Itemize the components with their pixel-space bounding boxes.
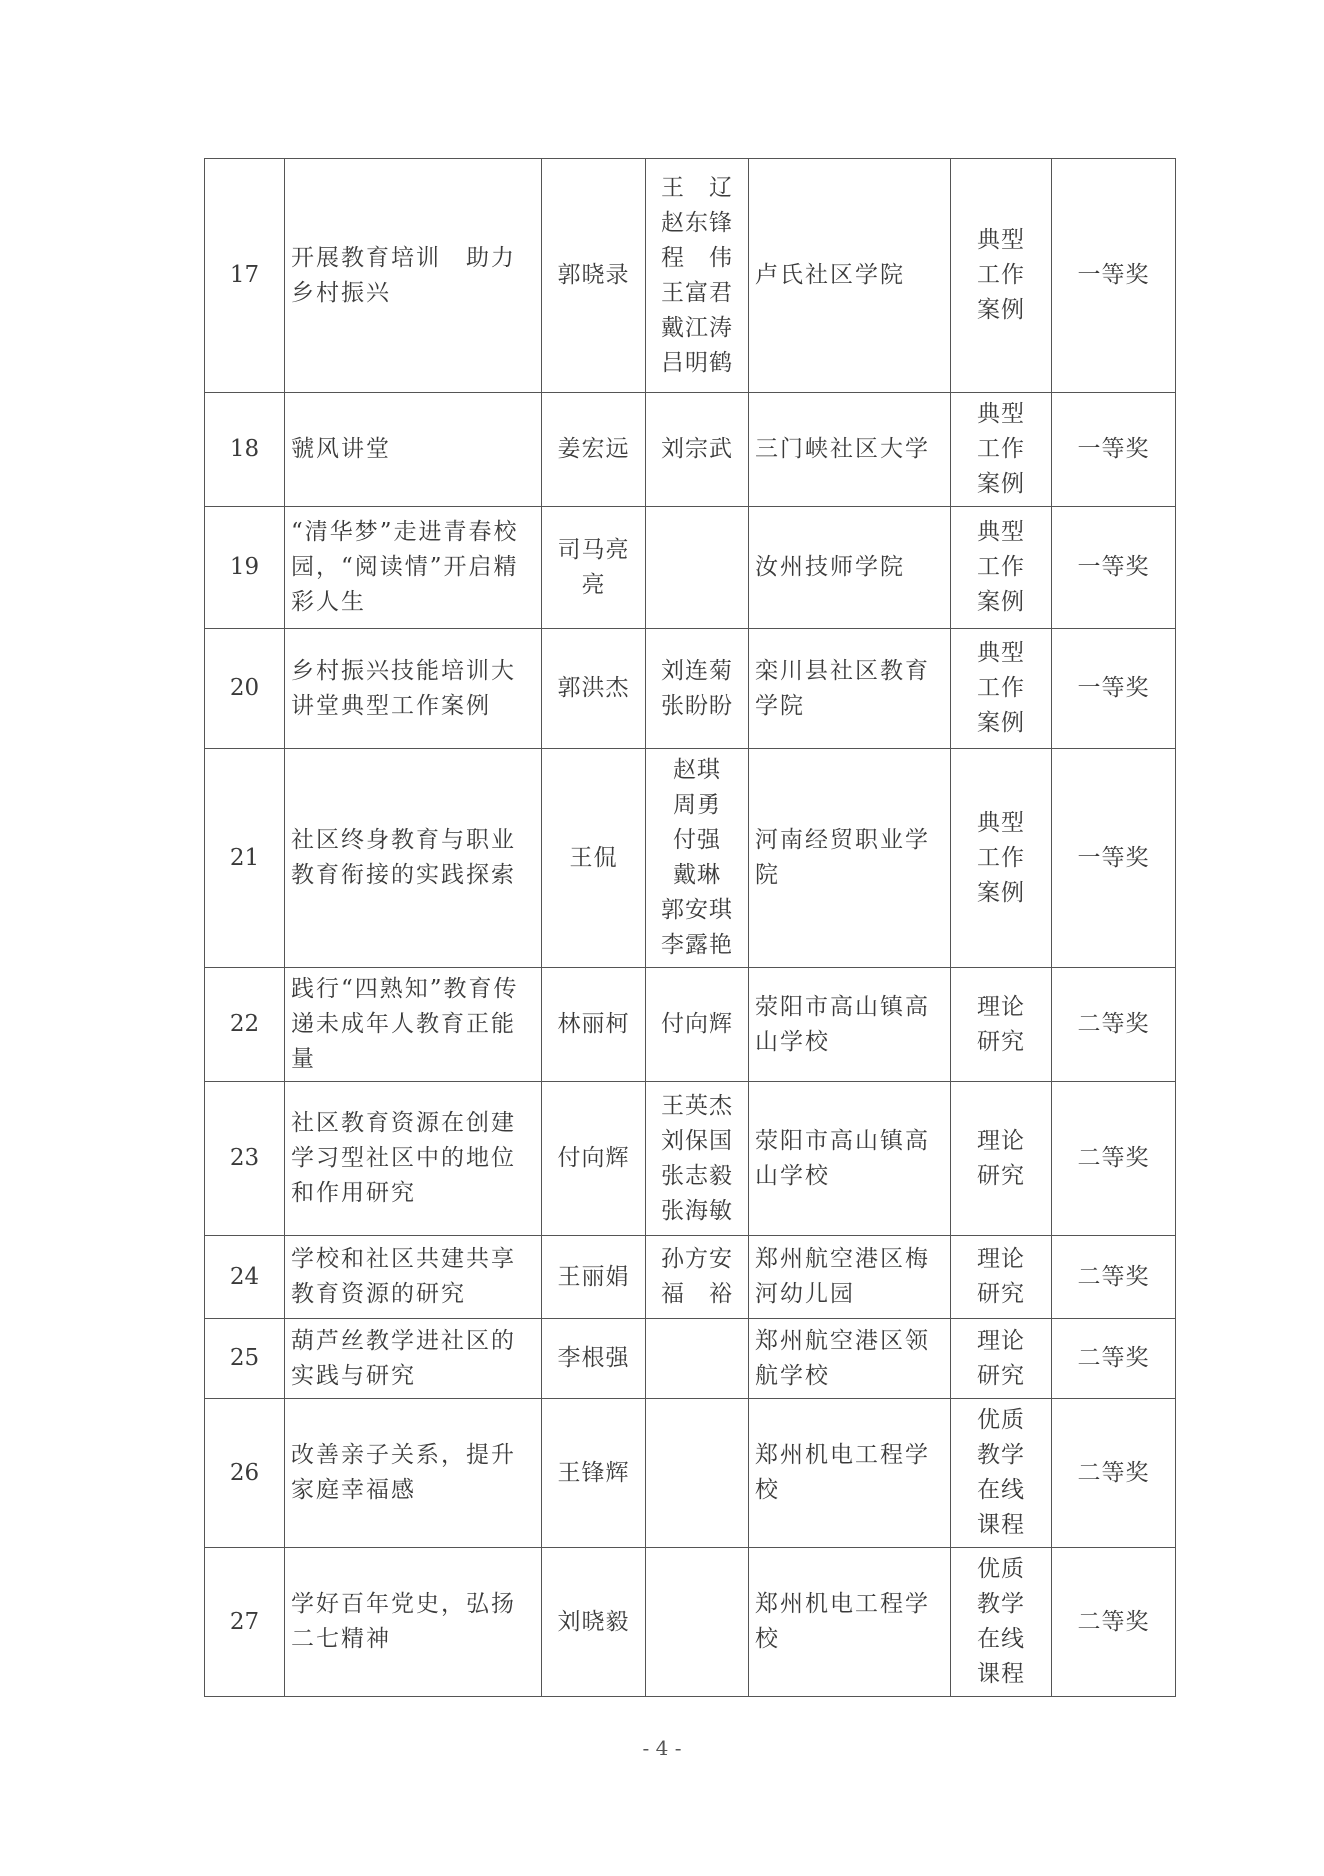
co-authors-cell [646, 393, 749, 507]
co-author: 李露艳 [661, 932, 733, 958]
project-title: 学好百年党史，弘扬二七精神 [285, 1548, 542, 1697]
award-level: 一等奖 [1052, 629, 1176, 749]
co-authors-cell [646, 1236, 749, 1319]
lead-author: 林丽柯 [542, 968, 646, 1082]
co-author: 赵琪 [673, 757, 721, 783]
co-author: 刘宗武 [661, 436, 733, 462]
category-label: 理论研究 [976, 1327, 1025, 1389]
project-title: 开展教育培训 助力乡村振兴 [285, 159, 542, 393]
co-author: 刘连菊 [661, 657, 733, 684]
co-authors-cell [646, 1082, 749, 1236]
lead-author: 姜宏远 [542, 393, 646, 507]
category-label: 典型工作案例 [976, 227, 1025, 323]
category-label: 典型工作案例 [976, 809, 1025, 906]
co-authors-cell [646, 1319, 749, 1399]
unit-name: 郑州航空港区梅河幼儿园 [749, 1236, 951, 1319]
co-author: 吕明鹤 [661, 349, 733, 376]
project-title: 学校和社区共建共享教育资源的研究 [285, 1236, 542, 1319]
project-title: 虢风讲堂 [285, 393, 542, 507]
project-title: “清华梦”走进青春校园，“阅读情”开启精彩人生 [285, 507, 542, 629]
unit-name: 卢氏社区学院 [749, 159, 951, 393]
project-title: 践行“四熟知”教育传递未成年人教育正能量 [285, 968, 542, 1082]
project-title: 社区教育资源在创建学习型社区中的地位和作用研究 [285, 1082, 542, 1236]
co-author: 王富君 [661, 279, 733, 306]
category-label: 典型工作案例 [976, 401, 1025, 497]
co-authors-cell [646, 749, 749, 968]
page-number: - 4 - [642, 1736, 682, 1760]
category-cell [951, 629, 1052, 749]
table-row [205, 159, 1176, 393]
row-number: 22 [205, 968, 285, 1082]
table-row [205, 507, 1176, 629]
category-cell [951, 1319, 1052, 1399]
co-author: 张盼盼 [661, 692, 733, 719]
co-author: 王 辽 [661, 174, 733, 201]
category-cell [951, 968, 1052, 1082]
table-row [205, 1236, 1176, 1319]
co-author: 郭安琪 [661, 897, 733, 923]
lead-author: 付向辉 [542, 1082, 646, 1236]
category-label: 优质教学在线课程 [976, 1556, 1025, 1687]
unit-name: 荥阳市高山镇高山学校 [749, 1082, 951, 1236]
co-author: 付强 [673, 827, 721, 853]
category-label: 优质教学在线课程 [976, 1407, 1025, 1538]
table-row [205, 1082, 1176, 1236]
co-author: 刘保国 [661, 1127, 733, 1154]
row-number: 24 [205, 1236, 285, 1319]
project-title: 葫芦丝教学进社区的实践与研究 [285, 1319, 542, 1399]
co-author: 戴江涛 [661, 314, 733, 341]
co-authors-cell [646, 1399, 749, 1548]
unit-name: 河南经贸职业学院 [749, 749, 951, 968]
unit-name: 栾川县社区教育学院 [749, 629, 951, 749]
award-level: 一等奖 [1052, 159, 1176, 393]
category-label: 理论研究 [976, 1246, 1025, 1307]
co-authors-cell [646, 507, 749, 629]
row-number: 26 [205, 1399, 285, 1548]
lead-author: 王侃 [542, 749, 646, 968]
co-author: 程 伟 [661, 244, 733, 271]
row-number: 19 [205, 507, 285, 629]
category-cell [951, 159, 1052, 393]
row-number: 21 [205, 749, 285, 968]
row-number: 23 [205, 1082, 285, 1236]
row-number: 25 [205, 1319, 285, 1399]
unit-name: 三门峡社区大学 [749, 393, 951, 507]
award-level: 二等奖 [1052, 968, 1176, 1082]
category-label: 典型工作案例 [976, 640, 1025, 736]
co-author: 付向辉 [661, 1011, 733, 1037]
co-author: 孙方安 [661, 1246, 733, 1272]
lead-author: 郭晓录 [542, 159, 646, 393]
table-row [205, 1399, 1176, 1548]
category-cell [951, 507, 1052, 629]
award-level: 一等奖 [1052, 393, 1176, 507]
unit-name: 汝州技师学院 [749, 507, 951, 629]
awards-table [204, 158, 1176, 1697]
category-cell [951, 393, 1052, 507]
table-row [205, 393, 1176, 507]
table-row [205, 629, 1176, 749]
table-row [205, 1548, 1176, 1697]
project-title: 社区终身教育与职业教育衔接的实践探索 [285, 749, 542, 968]
award-level: 二等奖 [1052, 1082, 1176, 1236]
award-level: 二等奖 [1052, 1548, 1176, 1697]
co-author: 赵东锋 [661, 209, 733, 236]
category-cell [951, 1399, 1052, 1548]
table-row [205, 968, 1176, 1082]
lead-author: 司马亮亮 [542, 507, 646, 629]
category-cell [951, 1236, 1052, 1319]
co-authors-cell [646, 629, 749, 749]
lead-author: 郭洪杰 [542, 629, 646, 749]
co-author: 福 裕 [661, 1281, 733, 1307]
co-author: 张志毅 [661, 1162, 733, 1189]
award-level: 二等奖 [1052, 1319, 1176, 1399]
award-level: 一等奖 [1052, 749, 1176, 968]
co-authors-cell [646, 1548, 749, 1697]
table-row [205, 749, 1176, 968]
category-cell [951, 1548, 1052, 1697]
row-number: 20 [205, 629, 285, 749]
lead-author: 刘晓毅 [542, 1548, 646, 1697]
lead-author: 王锋辉 [542, 1399, 646, 1548]
lead-author: 王丽娟 [542, 1236, 646, 1319]
co-authors-cell [646, 159, 749, 393]
category-label: 理论研究 [976, 993, 1025, 1055]
project-title: 乡村振兴技能培训大讲堂典型工作案例 [285, 629, 542, 749]
category-cell [951, 749, 1052, 968]
unit-name: 郑州航空港区领航学校 [749, 1319, 951, 1399]
award-level: 一等奖 [1052, 507, 1176, 629]
co-author: 戴琳 [673, 862, 721, 888]
co-authors-cell [646, 968, 749, 1082]
co-author: 周勇 [673, 792, 721, 818]
row-number: 18 [205, 393, 285, 507]
lead-author: 李根强 [542, 1319, 646, 1399]
unit-name: 荥阳市高山镇高山学校 [749, 968, 951, 1082]
category-label: 理论研究 [976, 1127, 1025, 1189]
table-row [205, 1319, 1176, 1399]
category-cell [951, 1082, 1052, 1236]
unit-name: 郑州机电工程学校 [749, 1399, 951, 1548]
co-author: 张海敏 [661, 1197, 733, 1224]
category-label: 典型工作案例 [976, 519, 1025, 615]
row-number: 17 [205, 159, 285, 393]
award-level: 二等奖 [1052, 1236, 1176, 1319]
co-author: 王英杰 [661, 1092, 733, 1119]
unit-name: 郑州机电工程学校 [749, 1548, 951, 1697]
award-level: 二等奖 [1052, 1399, 1176, 1548]
row-number: 27 [205, 1548, 285, 1697]
project-title: 改善亲子关系，提升家庭幸福感 [285, 1399, 542, 1548]
